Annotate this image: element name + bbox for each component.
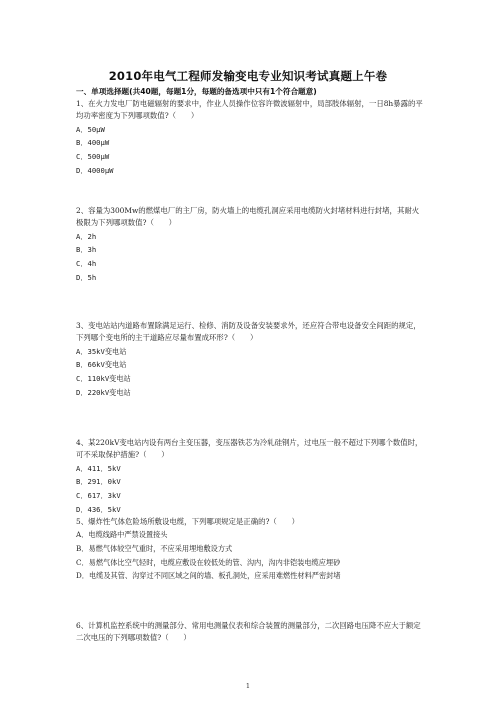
option-a: A．411．5kV [76,463,121,473]
option-list [76,528,426,582]
question-stem: 1、在火力发电厂防电磁辐射的要求中，作业人员操作位容许微波辐射中，局部肢体辐射，一日8h暴露的平均功率密度为下列哪项数值?（ ） [76,99,423,121]
option-list [76,462,426,516]
option-c: C．500μW [76,152,110,161]
question-1 [76,98,426,177]
option-c: C．4h [76,259,97,268]
option-d: D．4000μW [76,165,114,175]
question-stem: 2、容量为300Mw的燃煤电厂的主厂房，防火墙上的电缆孔洞应采用电缆防火封堵材料进行封堵，其耐火极限为下列哪项数值?（ ） [76,206,420,228]
option-list [76,123,426,177]
section-heading: 一、单项选择题(共40题，每题1分，每题的备选项中只有1个符合题意) [76,87,317,96]
option-d-text: D．电缆及其管、沟穿过不同区域之间的墙、板孔洞处，应采用难燃性材料严密封堵 [76,571,341,581]
document-title: 2010年电气工程师发输变电专业知识考试真题上午卷 [108,69,388,83]
option-b: B．66kV变电站 [76,360,127,370]
question-stem: 6、计算机监控系统中的测量部分、常用电测量仪表和综合装置的测量部分，二次回路电压降不应大于额定二次电压的下列哪项数值?（ ） [76,621,421,643]
question-2 [76,205,426,284]
option-b-text: B．易燃气体较空气重时，不应采用埋地敷设方式 [76,544,233,553]
question-3 [76,320,426,399]
option-b [76,542,426,556]
option-a: A．35kV变电站 [76,346,127,356]
option-b: B．3h [76,245,97,255]
question-stem: 3、变电站站内道路布置除满足运行、检修、消防及设备安装要求外，还应符合带电设备安全间距的规定，下列哪个变电所的主干道路应尽量布置成环形?（ ） [76,321,421,343]
option-d [76,569,426,583]
option-c-text: C．易燃气体比空气轻时，电缆应敷设在较低处的管、沟内，沟内非铠装电缆应埋砂 [76,557,341,567]
option-c [76,556,426,570]
question-4 [76,437,426,516]
option-a-text: A．电缆线路中严禁设置接头 [76,530,168,540]
question-6 [76,620,426,645]
question-stem: 5、爆炸性气体危险场所敷设电缆，下列哪项规定是正确的?（ ） [76,517,299,526]
option-b: B．291．0kV [76,477,121,487]
option-list [76,230,426,284]
page-number: 1 [245,682,251,690]
option-list [76,345,426,399]
option-a: A．2h [76,231,97,241]
option-d: D．436．5kV [76,504,121,514]
question-5 [76,516,426,583]
option-c: C．110kV变电站 [76,374,131,383]
option-b: B．400μW [76,138,110,148]
option-d: D．5h [76,272,97,282]
option-c: C．617．3kV [76,491,121,500]
option-d: D．220kV变电站 [76,387,131,397]
option-a [76,528,426,542]
question-stem: 4、某220kV变电站内设有两台主变压器，变压器铁芯为冷轧硅钢片，过电压一般不超过下列哪个数值时，可不采取保护措施?（ ） [76,438,423,460]
option-a: A．50μW [76,124,105,134]
